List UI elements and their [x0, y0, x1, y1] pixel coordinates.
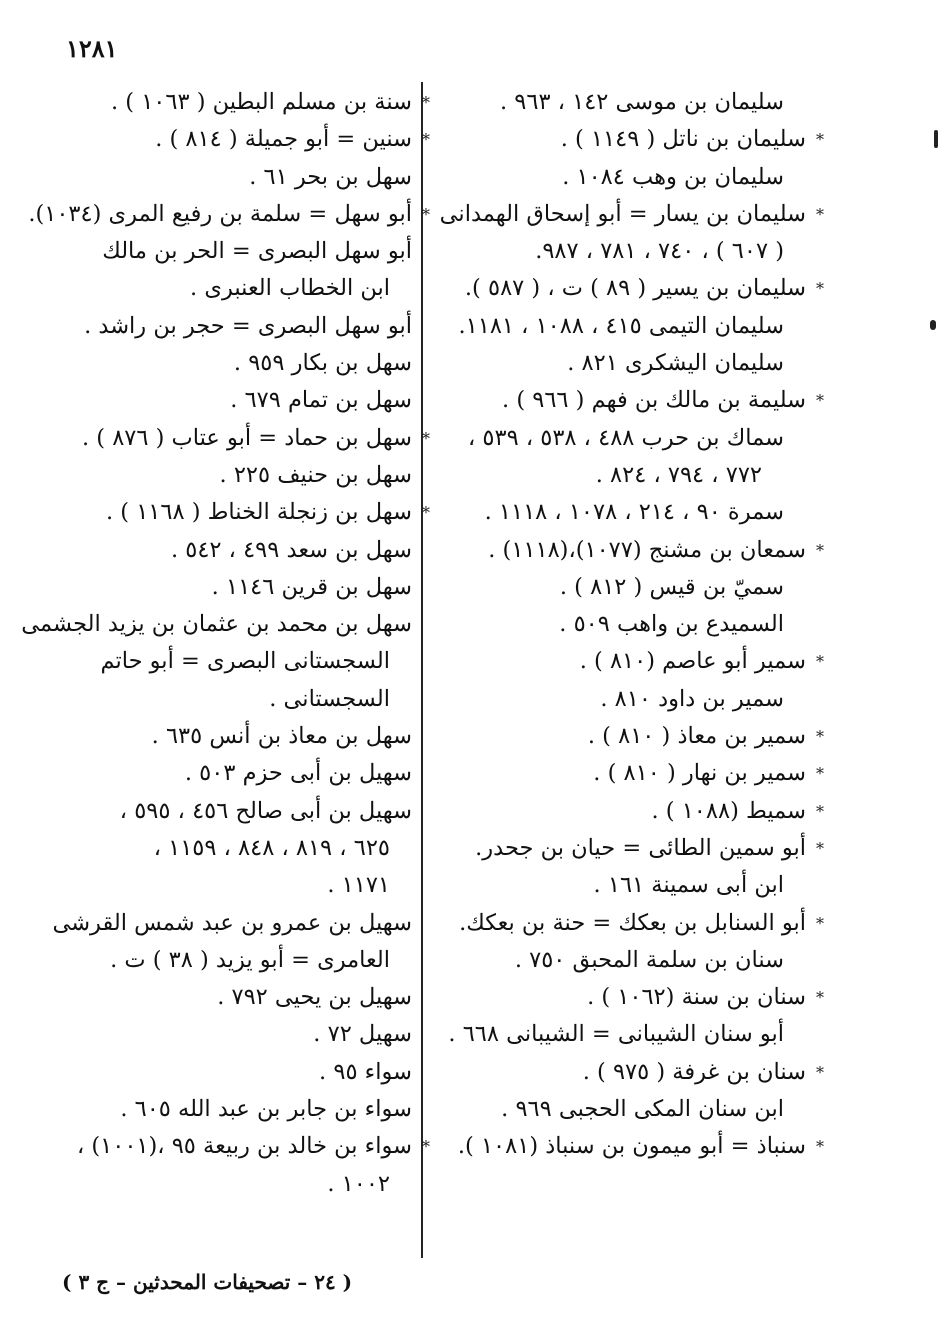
asterisk-marker: * [816, 279, 824, 299]
index-entry [40, 979, 412, 1016]
entry-text: سهيل بن أبى حزم ٥٠٣ . [184, 760, 412, 787]
index-entry [40, 159, 412, 196]
entry-text: ٧٧٢ ، ٧٩٤ ، ٨٢٤ . [595, 461, 762, 488]
index-entry [40, 905, 412, 942]
column-divider [421, 82, 423, 1258]
index-entry [40, 569, 412, 606]
index-entry [40, 457, 412, 494]
index-entry [436, 532, 824, 569]
index-entry [436, 643, 824, 680]
index-entry [28, 196, 430, 233]
entry-text: ( ٦٠٧ ) ، ٧٤٠ ، ٧٨١ ، ٩٨٧. [535, 238, 784, 265]
index-entry [40, 830, 412, 867]
entry-text: سنان بن غرفة ( ٩٧٥ ) . [582, 1058, 806, 1085]
index-entry [436, 755, 824, 792]
index-entry [436, 942, 806, 979]
margin-mark [934, 130, 938, 148]
asterisk-marker: * [816, 838, 824, 858]
index-entry [436, 606, 806, 643]
entry-text: سهل بن حنيف ٢٢٥ . [219, 461, 412, 488]
asterisk-marker: * [816, 1062, 824, 1082]
index-entry [436, 830, 824, 867]
index-entry [436, 1016, 806, 1053]
entry-text: سماك بن حرب ٤٨٨ ، ٥٣٨ ، ٥٣٩ ، [468, 424, 784, 451]
entry-text: ١١٧١ . [327, 872, 390, 899]
index-entry [40, 270, 412, 307]
entry-text: سهل بن سعد ٤٩٩ ، ٥٤٢ . [170, 536, 412, 563]
entry-text: أبو سهل البصرى = حجر بن راشد . [84, 312, 412, 339]
index-entry [436, 1054, 824, 1091]
entry-text: سليمان بن موسى ١٤٢ ، ٩٦٣ . [499, 89, 784, 115]
index-entry [436, 718, 824, 755]
index-entry [436, 793, 824, 830]
asterisk-marker: * [422, 93, 430, 112]
index-entry [40, 420, 430, 457]
entry-text: أبو السنابل بن بعكك = حنة بن بعكك. [459, 909, 806, 936]
asterisk-marker: * [422, 130, 430, 150]
index-entry [40, 121, 430, 158]
entry-text: سميط (١٠٨٨ ) . [651, 797, 806, 824]
entry-text: سهل بن محمد بن عثمان بن يزيد الجشمى [21, 611, 412, 638]
entry-text: سنان بن سلمة المحبق ٧٥٠ . [514, 946, 784, 973]
index-entry [40, 233, 412, 270]
index-entry [436, 867, 806, 904]
entry-text: العامرى = أبو يزيد ( ٣٨ ) ت . [110, 946, 390, 973]
index-entry [436, 420, 806, 457]
asterisk-marker: * [422, 204, 430, 224]
entry-text: سليمان بن يسار = أبو إسحاق الهمدانى [439, 200, 806, 227]
index-entry [40, 382, 412, 419]
right-column [436, 84, 824, 1166]
entry-text: أبو سنان الشيبانى = الشيبانى ٦٦٨ . [448, 1021, 784, 1048]
index-entry [40, 643, 412, 680]
asterisk-marker: * [816, 1137, 824, 1157]
entry-text: سليمان بن يسير ( ٨٩ ) ت ، ( ٥٨٧ ). [464, 275, 806, 302]
entry-text: سهل بن زنجلة الخناط ( ١١٦٨ ) . [105, 499, 412, 526]
asterisk-marker: * [816, 727, 824, 747]
index-entry [436, 905, 824, 942]
asterisk-marker: * [422, 1137, 430, 1157]
entry-text: سمير بن نهار ( ٨١٠ ) . [593, 760, 806, 787]
entry-text: سواء ٩٥ . [319, 1058, 412, 1085]
index-entry [436, 457, 806, 494]
asterisk-marker: * [816, 540, 824, 560]
entry-text: سليمة بن مالك بن فهم ( ٩٦٦ ) . [502, 387, 806, 414]
entry-text: سواء بن جابر بن عبد الله ٦٠٥ . [120, 1096, 412, 1123]
entry-text: سمعان بن مشنج (١٠٧٧)،(١١١٨) . [488, 536, 806, 563]
margin-mark [930, 320, 936, 330]
index-entry [40, 681, 412, 718]
entry-text: سهل بن بكار ٩٥٩ . [233, 350, 412, 377]
index-entry [40, 1091, 412, 1128]
asterisk-marker: * [422, 428, 430, 448]
asterisk-marker: * [816, 652, 824, 672]
index-entry [436, 159, 806, 196]
entry-text: السميدع بن واهب ٥٠٩ . [559, 611, 784, 638]
asterisk-marker: * [816, 391, 824, 411]
entry-text: ١٠٠٢ . [327, 1170, 390, 1197]
index-entry [436, 569, 806, 606]
entry-text: أبو سمين الطائى = حيان بن جحدر. [475, 834, 806, 861]
entry-text: سنين = أبو جميلة ( ٨١٤ ) . [155, 126, 412, 153]
asterisk-marker: * [816, 988, 824, 1008]
asterisk-marker: * [422, 503, 430, 523]
entry-text: سليمان التيمى ٤١٥ ، ١٠٨٨ ، ١١٨١. [458, 312, 784, 339]
index-entry [40, 532, 412, 569]
index-entry [436, 233, 806, 270]
index-entry [40, 84, 430, 121]
entry-text: سمير أبو عاصم (٨١٠ ) . [579, 648, 806, 675]
entry-text: ابن أبى سمينة ١٦١ . [593, 872, 784, 899]
entry-text: سهيل بن يحيى ٧٩٢ . [217, 984, 412, 1011]
index-entry [40, 1166, 412, 1203]
entry-text: سمير بن داود ٨١٠ . [600, 685, 784, 712]
entry-text: ٦٢٥ ، ٨١٩ ، ٨٤٨ ، ١١٥٩ ، [153, 834, 390, 861]
entry-text: سليمان اليشكرى ٨٢١ . [567, 350, 784, 377]
entry-text: سهيل بن عمرو بن عبد شمس القرشى [52, 909, 412, 936]
index-entry [40, 755, 412, 792]
index-entry [40, 942, 412, 979]
index-entry [436, 308, 806, 345]
entry-text: سمرة ٩٠ ، ٢١٤ ، ١٠٧٨ ، ١١١٨ . [484, 499, 784, 526]
page-number: ١٢٨١ [66, 34, 118, 63]
index-entry [40, 308, 412, 345]
asterisk-marker: * [816, 204, 824, 224]
entry-text: سنان بن سنة (١٠٦٢ ) . [587, 984, 806, 1011]
entry-text: سهيل بن أبى صالح ٤٥٦ ، ٥٩٥ ، [119, 797, 412, 824]
entry-text: سهل بن تمام ٦٧٩ . [230, 387, 412, 414]
index-entry [40, 1016, 412, 1053]
entry-text: السجستانى . [269, 685, 390, 712]
index-entry [436, 196, 824, 233]
entry-text: سليمان بن وهب ١٠٨٤ . [562, 163, 784, 190]
entry-text: سمير بن معاذ ( ٨١٠ ) . [587, 723, 806, 750]
entry-text: أبو سهل = سلمة بن رفيع المرى (١٠٣٤). [28, 200, 412, 227]
entry-text: سهيل ٧٢ . [313, 1021, 412, 1048]
index-entry [436, 84, 806, 121]
index-entry [436, 121, 824, 158]
index-entry [436, 681, 806, 718]
left-column [21, 84, 430, 1203]
entry-text: سنباذ = أبو ميمون بن سنباذ (١٠٨١ ). [457, 1133, 806, 1160]
index-entry [40, 867, 412, 904]
index-entry [40, 1054, 412, 1091]
entry-text: سميّ بن قيس ( ٨١٢ ) . [559, 573, 784, 600]
index-entry [436, 270, 824, 307]
entry-text: أبو سهل البصرى = الحر بن مالك [102, 238, 412, 265]
index-entry [436, 979, 824, 1016]
index-entry [436, 1091, 806, 1128]
index-entry [21, 606, 412, 643]
index-entry [436, 1128, 824, 1165]
asterisk-marker: * [816, 764, 824, 784]
entry-text: السجستانى البصرى = أبو حاتم [100, 648, 390, 675]
index-entry [436, 345, 806, 382]
index-entry [40, 718, 412, 755]
entry-text: ابن الخطاب العنبرى . [190, 275, 390, 302]
entry-text: سواء بن خالد بن ربيعة ٩٥ ،(١٠٠١) ، [76, 1133, 412, 1160]
index-entry [40, 793, 412, 830]
entry-text: سليمان بن ناتل ( ١١٤٩ ) . [560, 126, 806, 153]
asterisk-marker: * [816, 913, 824, 933]
asterisk-marker: * [816, 130, 824, 150]
entry-text: سهل بن حماد = أبو عتاب ( ٨٧٦ ) . [81, 424, 412, 451]
index-entry [40, 494, 430, 531]
entry-text: سهل بن بحر ٦١ . [249, 163, 412, 190]
index-entry [40, 345, 412, 382]
index-entry [436, 494, 806, 531]
entry-text: سهل بن معاذ بن أنس ٦٣٥ . [151, 723, 412, 750]
index-entry [40, 1128, 430, 1165]
index-entry [436, 382, 824, 419]
entry-text: ابن سنان المكى الحجبى ٩٦٩ . [501, 1096, 784, 1123]
footer-signature: ( ٢٤ – تصحيفات المحدثين – ج ٣ ) [62, 1270, 353, 1294]
entry-text: سهل بن قرين ١١٤٦ . [211, 573, 412, 600]
entry-text: سنة بن مسلم البطين ( ١٠٦٣ ) . [110, 89, 412, 115]
asterisk-marker: * [816, 801, 824, 821]
